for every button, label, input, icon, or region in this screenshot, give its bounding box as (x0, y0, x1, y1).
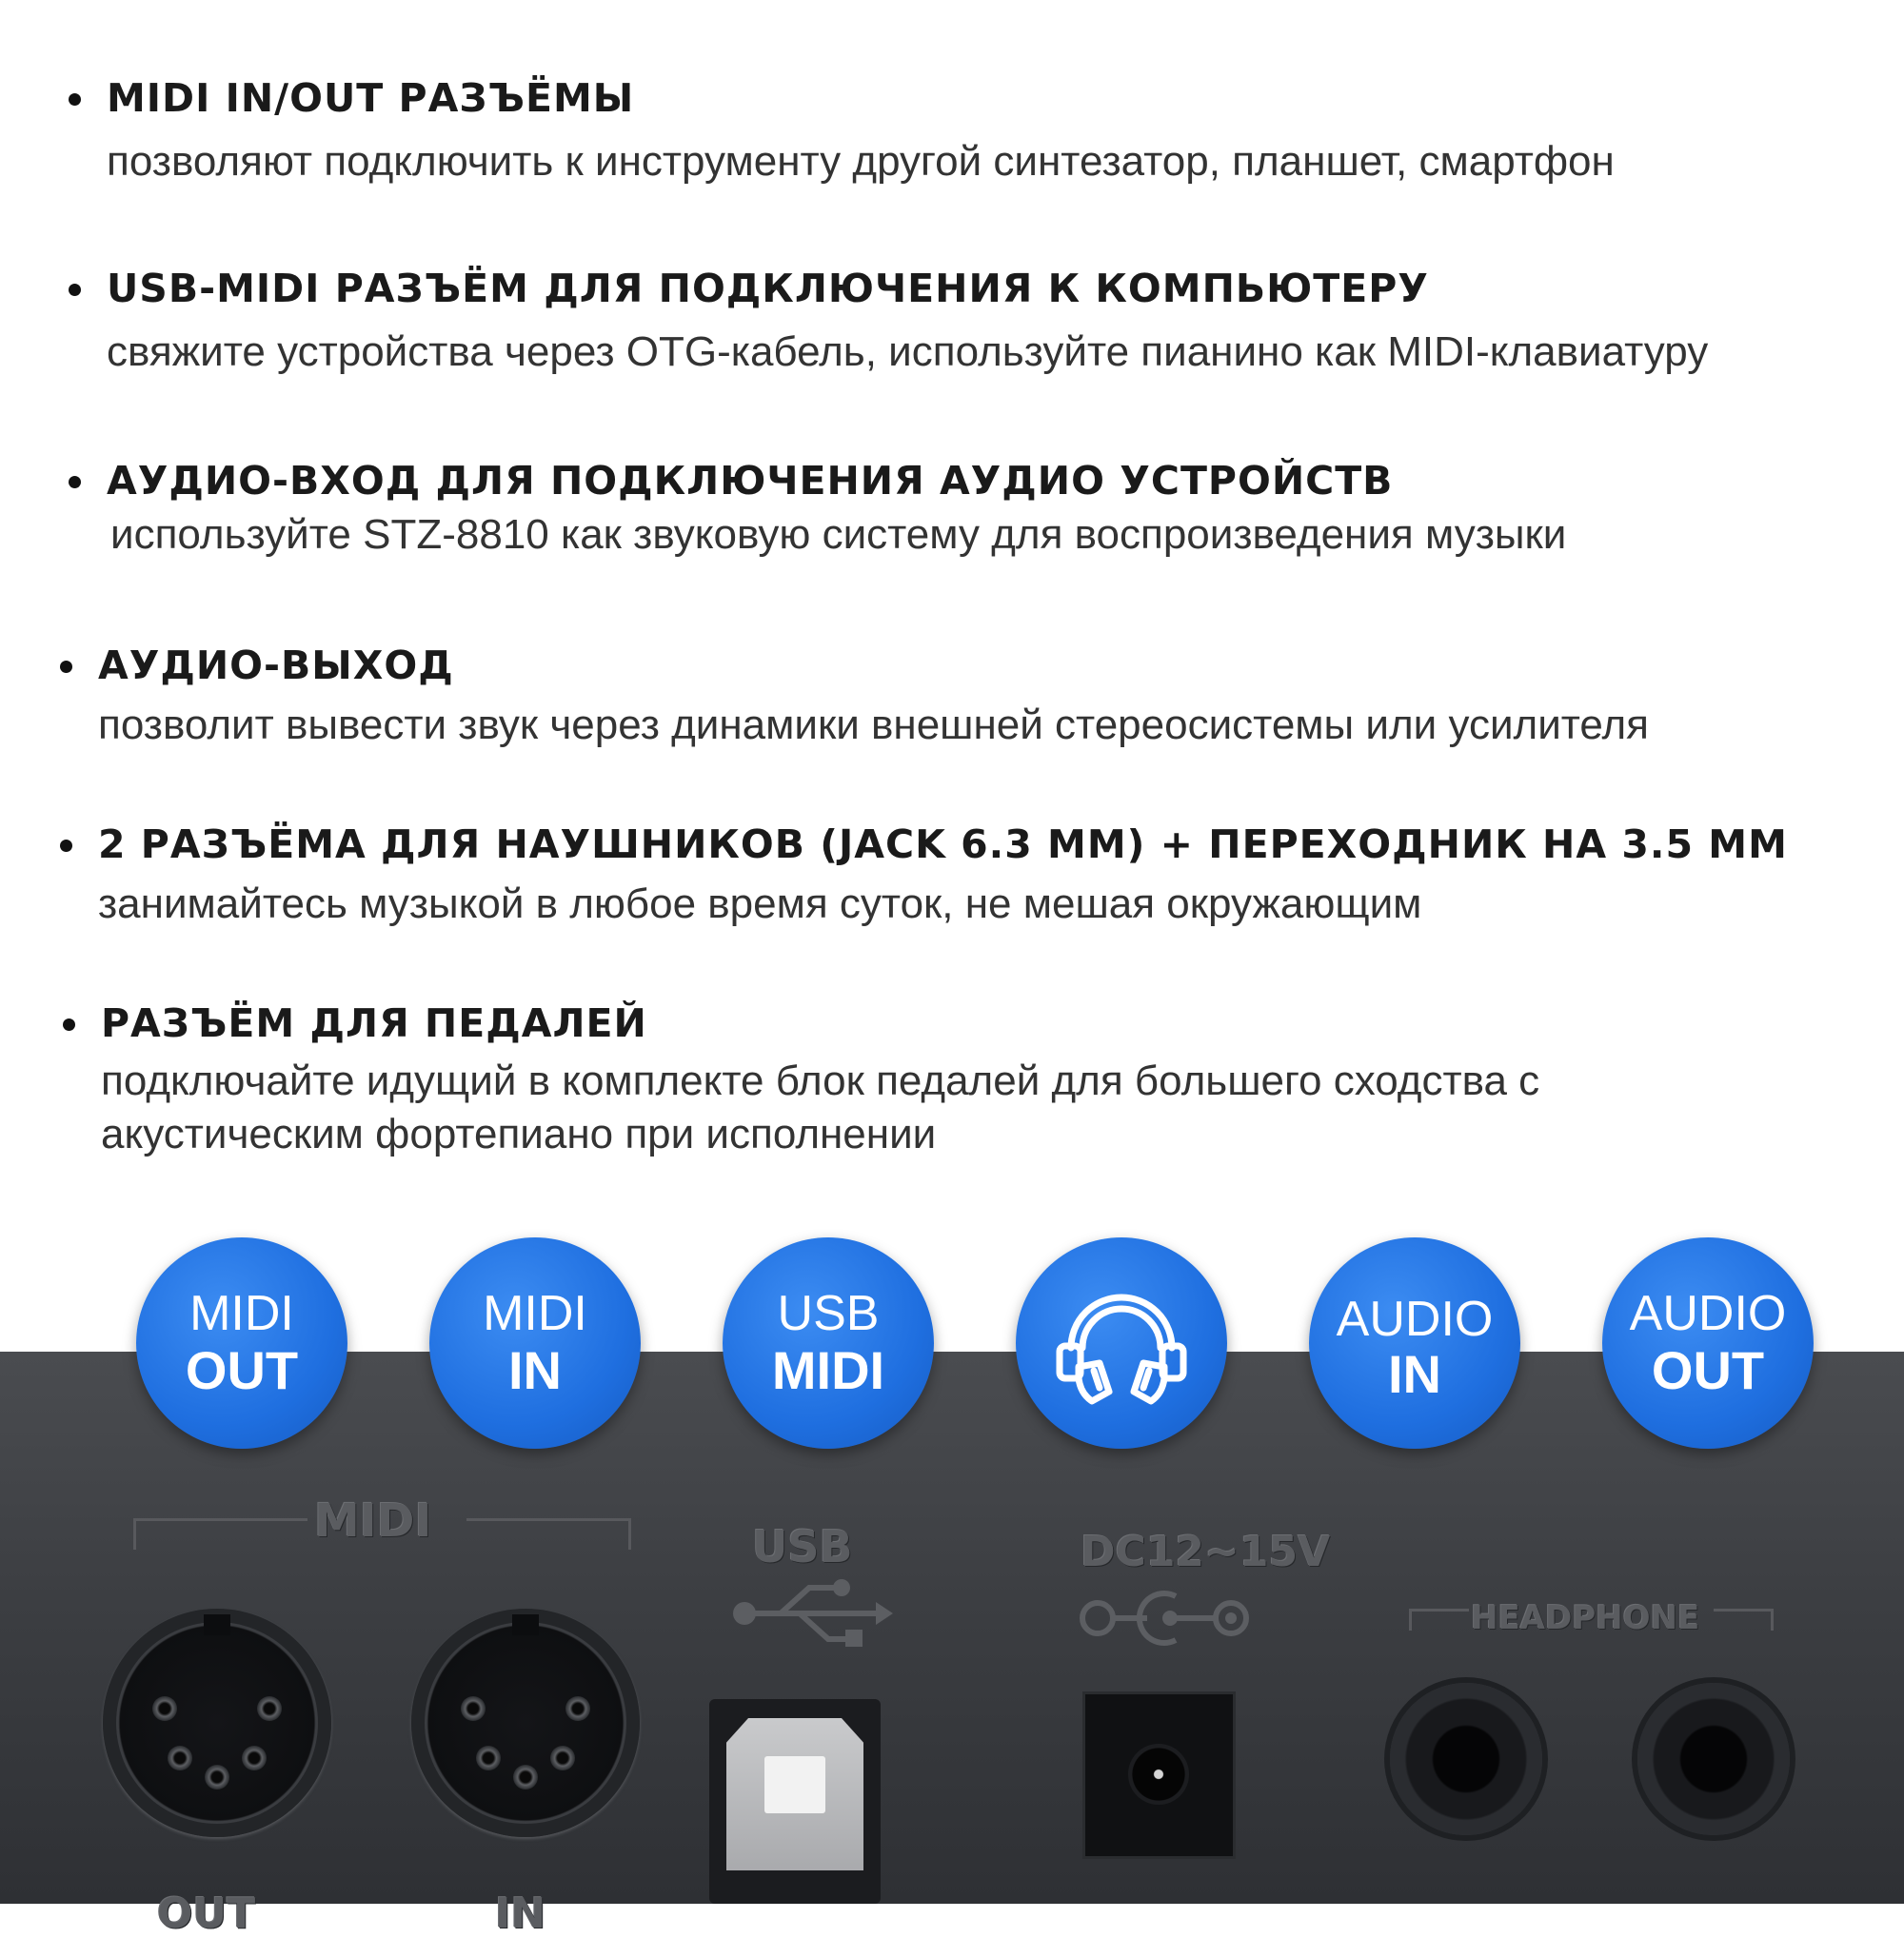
usb-port-tongue (764, 1756, 825, 1813)
bullet-icon (69, 284, 81, 296)
feature-description: свяжите устройства через OTG-кабель, используйте пианино как MIDI-клавиатуру (107, 328, 1709, 375)
dc-jack-hole (1128, 1744, 1189, 1805)
din-pin (550, 1746, 575, 1770)
din-pin (152, 1696, 177, 1721)
panel-label-in: IN (495, 1889, 546, 1938)
din-pin (242, 1746, 267, 1770)
badge-line2: MIDI (771, 1340, 885, 1400)
panel-label-usb: USB (752, 1521, 853, 1572)
bullet-icon (69, 93, 81, 106)
badge-line1: MIDI (189, 1286, 294, 1341)
badge-line2: OUT (185, 1340, 299, 1400)
feature-description: занимайтесь музыкой в любое время суток, не мешая окружающим (98, 880, 1422, 927)
headphone-bracket-right (1714, 1609, 1774, 1631)
usb-symbol-icon (724, 1571, 895, 1656)
badge-line2: IN (508, 1340, 562, 1400)
bullet-icon (63, 1018, 75, 1031)
panel-label-dc: DC12~15V (1081, 1528, 1331, 1576)
badge-midi-in (429, 1237, 641, 1449)
din-pin (257, 1696, 282, 1721)
din-pin (565, 1696, 590, 1721)
connector-badges (0, 1237, 1904, 1456)
badge-headphones (1016, 1237, 1227, 1449)
din-pin (461, 1696, 486, 1721)
feature-pedals (101, 999, 1738, 1161)
headphone-bracket-left (1409, 1609, 1469, 1631)
din-notch (512, 1614, 539, 1635)
din-pin (168, 1746, 192, 1770)
badge-line1: USB (777, 1286, 880, 1341)
feature-title: USB-MIDI РАЗЪЁМ ДЛЯ ПОДКЛЮЧЕНИЯ К КОМПЬЮТЕРУ (107, 266, 1429, 311)
midi-out-port (103, 1609, 331, 1837)
headphone-jack-2 (1637, 1683, 1790, 1835)
din-pin (513, 1765, 538, 1790)
din-notch (204, 1614, 230, 1635)
feature-title: РАЗЪЁМ ДЛЯ ПЕДАЛЕЙ (101, 1000, 647, 1046)
feature-audio-out (98, 642, 1649, 752)
panel-label-out: OUT (157, 1889, 256, 1938)
bullet-icon (69, 476, 81, 488)
headphone-jack-1 (1390, 1683, 1542, 1835)
feature-title: 2 РАЗЪЁМА ДЛЯ НАУШНИКОВ (JACK 6.3 ММ) + ПЕРЕХОДНИК НА 3.5 ММ (98, 821, 1788, 867)
midi-in-port (411, 1609, 640, 1837)
badge-midi-out (136, 1237, 347, 1449)
feature-description: позволяют подключить к инструменту другой синтезатор, планшет, смартфон (107, 138, 1615, 185)
badge-line1: AUDIO (1629, 1286, 1787, 1341)
badge-line1: MIDI (483, 1286, 587, 1341)
badge-line2: IN (1388, 1344, 1441, 1404)
panel-label-midi: MIDI (314, 1494, 432, 1548)
dc-power-jack (1085, 1694, 1233, 1856)
panel-label-headphone: HEADPHONE (1471, 1599, 1700, 1637)
feature-title: АУДИО-ВХОД ДЛЯ ПОДКЛЮЧЕНИЯ АУДИО УСТРОЙСТВ (107, 458, 1394, 504)
feature-audio-in (107, 457, 1566, 562)
bullet-icon (60, 661, 72, 673)
feature-midi-in-out (107, 74, 1615, 188)
feature-usb-midi (107, 265, 1708, 379)
usb-b-port (709, 1699, 881, 1904)
feature-description: позволит вывести звук через динамики внешней стереосистемы или усилителя (98, 702, 1649, 748)
feature-title: АУДИО-ВЫХОД (98, 643, 454, 688)
badge-line2: OUT (1651, 1340, 1765, 1400)
badge-audio-out (1602, 1237, 1814, 1449)
usb-port-shell (726, 1718, 863, 1870)
dc-polarity-icon (1071, 1585, 1261, 1651)
bullet-icon (60, 840, 72, 852)
feature-headphones (98, 821, 1788, 931)
midi-bracket-right (466, 1518, 631, 1550)
din-pin (205, 1765, 229, 1790)
badge-audio-in (1309, 1237, 1520, 1449)
feature-description: подключайте идущий в комплекте блок педалей для большего сходства с акустическим фортепиано при исполнении (101, 1058, 1540, 1157)
feature-description: используйте STZ-8810 как звуковую систему для воспроизведения музыки (110, 511, 1567, 558)
din-pin (476, 1746, 501, 1770)
feature-title: MIDI IN/OUT РАЗЪЁМЫ (107, 75, 635, 121)
midi-bracket-left (133, 1518, 307, 1550)
headphones-icon (1050, 1272, 1193, 1414)
badge-usb-midi (723, 1237, 934, 1449)
badge-line1: AUDIO (1336, 1292, 1494, 1347)
